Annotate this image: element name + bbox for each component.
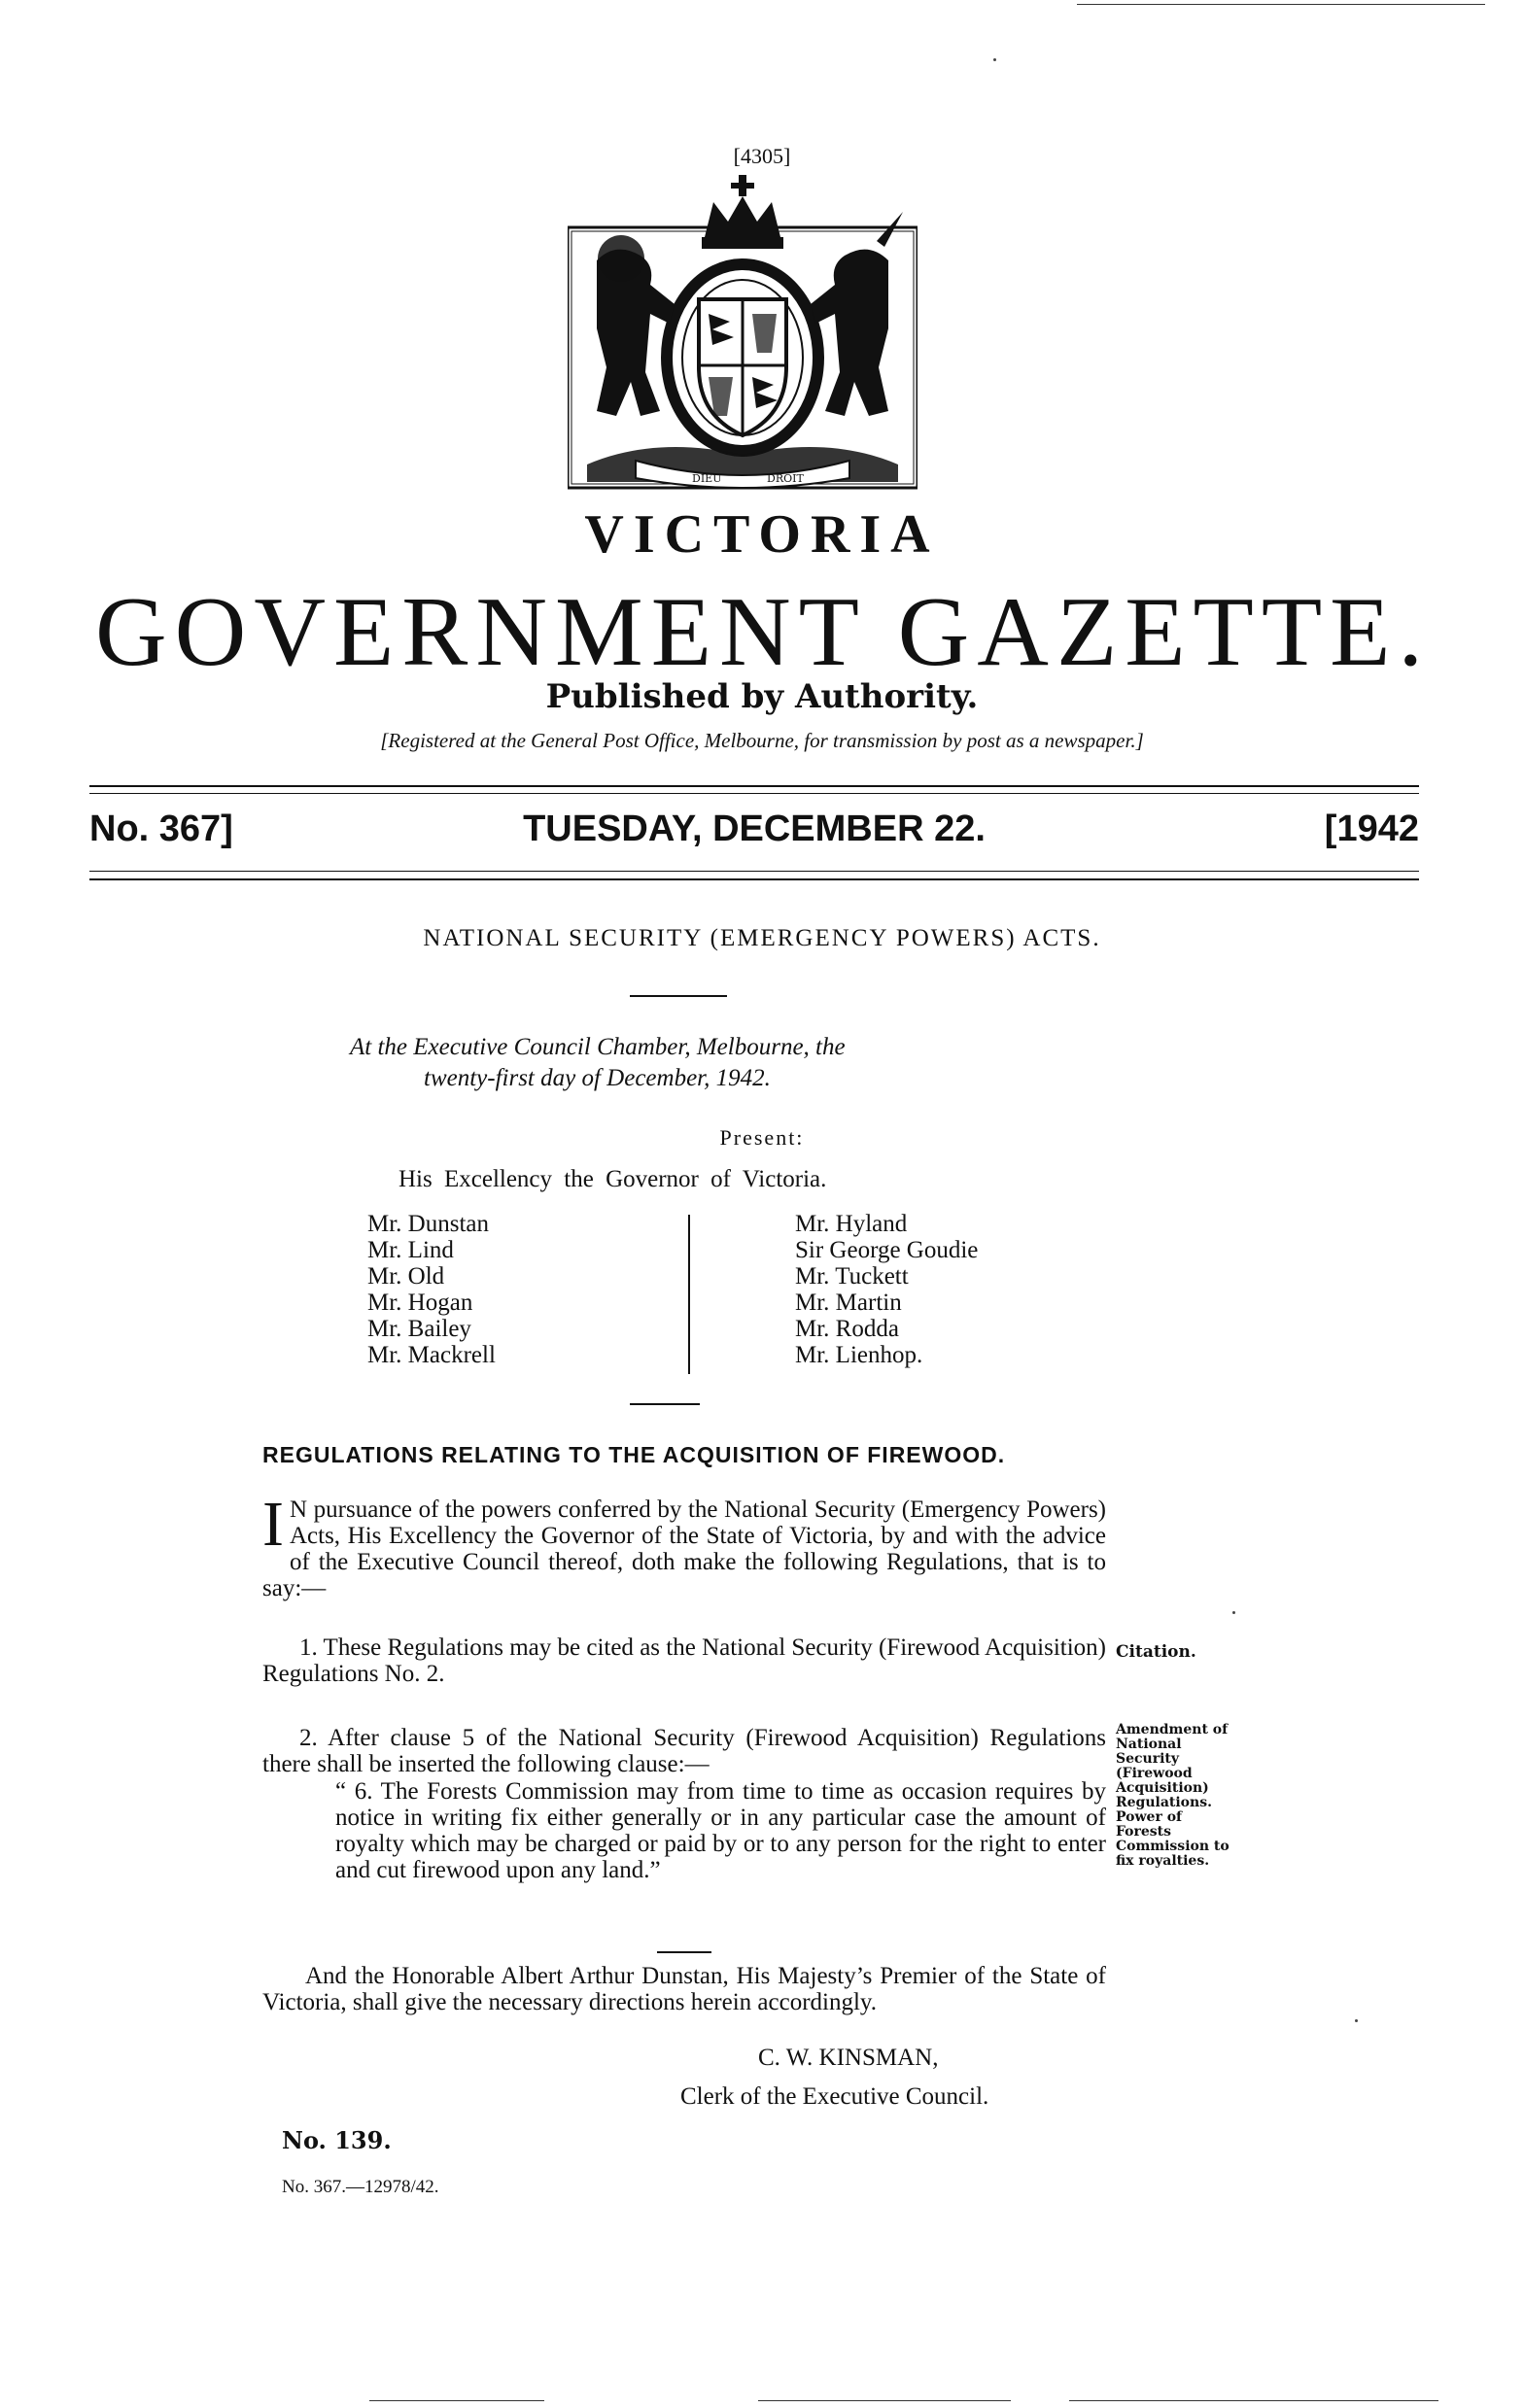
member-name: Mr. Mackrell	[367, 1342, 496, 1368]
section-divider	[657, 1951, 711, 1953]
rule-top-thin	[89, 793, 1419, 794]
rule-bottom-thick	[89, 878, 1419, 880]
present-label: Present:	[719, 1125, 805, 1150]
governor-line: His Excellency the Governor of Victoria.	[398, 1166, 827, 1192]
scan-speck	[1232, 1611, 1235, 1614]
drop-cap: I	[262, 1489, 284, 1560]
signatory-title: Clerk of the Executive Council.	[680, 2083, 989, 2110]
acts-title: NATIONAL SECURITY (EMERGENCY POWERS) ACTS.	[423, 925, 1101, 951]
gazette-state: VICTORIA	[584, 504, 940, 565]
crest-motto-left: DIEU	[692, 472, 722, 485]
margin-note-amendment: Amendment of National Security (Firewood Acquisition) Regulations. Power of Forests Commission to fix royalties.	[1116, 1722, 1230, 1869]
coat-of-arms-graphic	[568, 173, 918, 494]
issue-date: TUESDAY, DECEMBER 22.	[523, 808, 986, 849]
scan-speck	[993, 58, 996, 61]
member-name: Mr. Hogan	[367, 1290, 473, 1316]
margin-note-citation: Citation.	[1116, 1642, 1196, 1662]
signatory-name: C. W. KINSMAN,	[758, 2045, 939, 2071]
closing-paragraph: And the Honorable Albert Arthur Dunstan, His Majesty’s Premier of the State of Victoria, shall give the necessary directions herein accordingly.	[262, 1963, 1106, 2015]
members-right-column	[795, 1211, 1184, 1368]
member-name: Mr. Rodda	[795, 1316, 899, 1342]
meeting-location	[350, 1032, 1089, 1094]
intro-text: N pursuance of the powers conferred by the National Security (Emergency Powers) Acts, His Excellency the Governor of the State of Victoria, by and with the advice of the Executive Council thereof, doth make the following Regulations, that is to say:—	[262, 1496, 1106, 1601]
scan-edge-line	[758, 2400, 1011, 2401]
registration-notice: [Registered at the General Post Office, Melbourne, for transmission by post as a newspaper.]	[380, 729, 1144, 752]
member-name: Mr. Hyland	[795, 1211, 908, 1237]
member-name: Mr. Lind	[367, 1237, 454, 1263]
section-divider	[630, 1403, 700, 1405]
rule-top-thick	[89, 785, 1419, 787]
gazette-title: GOVERNMENT GAZETTE.	[95, 577, 1431, 687]
regulations-heading: REGULATIONS RELATING TO THE ACQUISITION OF FIREWOOD.	[262, 1442, 1006, 1467]
issue-year: [1942	[1324, 808, 1419, 849]
member-name: Mr. Dunstan	[367, 1211, 489, 1237]
print-reference: No. 367.—12978/42.	[282, 2177, 439, 2197]
scan-edge-line	[369, 2400, 544, 2401]
royal-coat-of-arms	[568, 173, 918, 494]
scan-speck	[1355, 2019, 1358, 2022]
member-name: Mr. Tuckett	[795, 1263, 909, 1290]
meeting-line-1: At the Executive Council Chamber, Melbourne, the	[350, 1034, 846, 1060]
members-divider	[688, 1215, 690, 1374]
clause-2: 2. After clause 5 of the National Security (Firewood Acquisition) Regulations there shall be inserted the following clause:—	[262, 1725, 1106, 1777]
page-number: [4305]	[733, 144, 791, 168]
member-name: Mr. Bailey	[367, 1316, 471, 1342]
member-name: Sir George Goudie	[795, 1237, 979, 1263]
clause-1: 1. These Regulations may be cited as the National Security (Firewood Acquisition) Regulations No. 2.	[262, 1634, 1106, 1687]
scan-edge-line	[1077, 4, 1485, 5]
member-name: Mr. Old	[367, 1263, 445, 1290]
issue-number: No. 367]	[89, 808, 233, 849]
scan-edge-line	[1069, 2400, 1438, 2401]
published-by-authority: Published by Authority.	[545, 677, 979, 716]
clause-2-inserted-text: “ 6. The Forests Commission may from time to time as occasion requires by notice in writing fix either generally or in any particular case the amount of royalty which may be charged or paid by or to any person for the right to enter and cut firewood upon any land.”	[335, 1778, 1106, 1883]
meeting-line-2: twenty-first day of December, 1942.	[424, 1065, 771, 1091]
members-left-column	[367, 1211, 659, 1368]
intro-paragraph	[262, 1489, 1106, 1601]
section-divider	[630, 995, 727, 997]
regulation-number: No. 139.	[282, 2126, 392, 2154]
crest-motto-right: DROIT	[767, 472, 804, 485]
rule-bottom-thin	[89, 871, 1419, 872]
member-name: Mr. Lienhop.	[795, 1342, 923, 1368]
member-name: Mr. Martin	[795, 1290, 902, 1316]
